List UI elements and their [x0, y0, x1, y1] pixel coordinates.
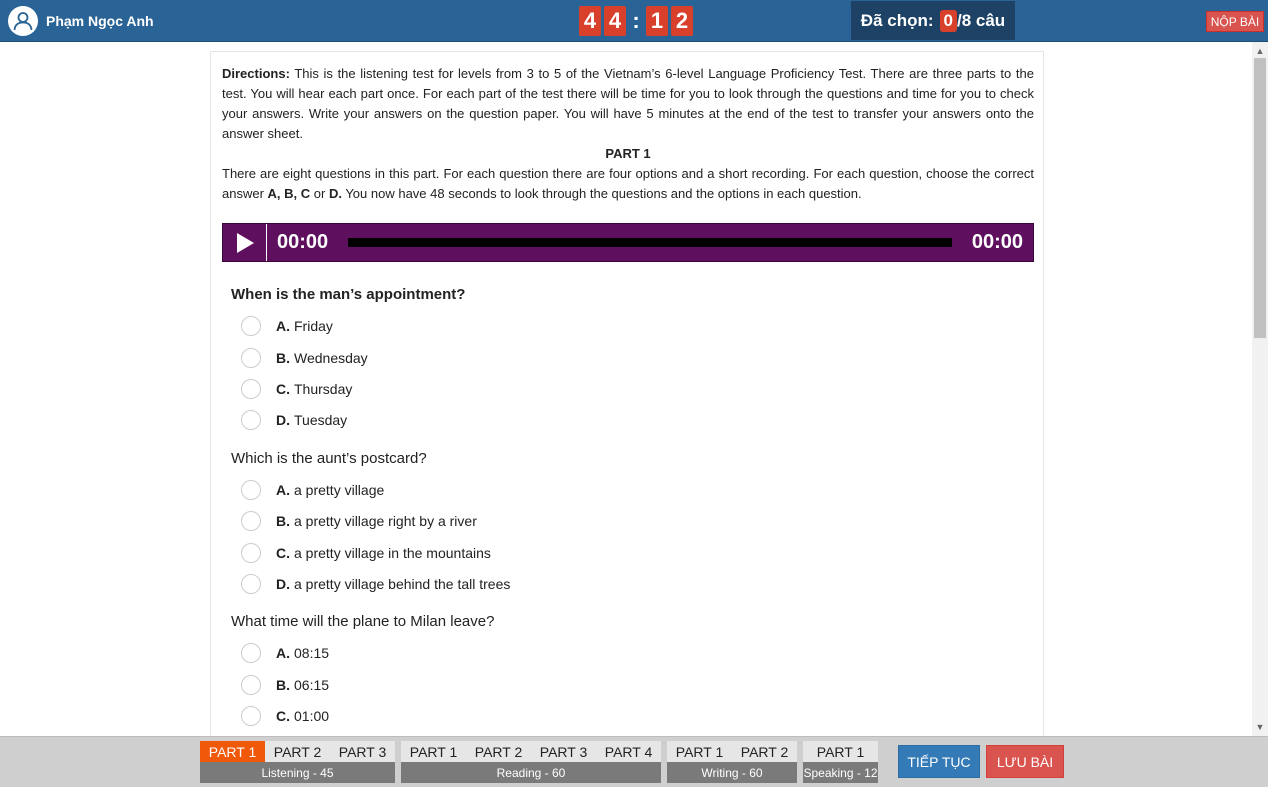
submit-button[interactable]: NỘP BÀI: [1206, 11, 1264, 32]
answer-option[interactable]: [241, 543, 491, 563]
answered-label: Đã chọn:: [860, 10, 934, 30]
part-options-abc: A, B, C: [267, 186, 311, 201]
tab-reading-part-2[interactable]: PART 2: [466, 741, 531, 762]
answer-option[interactable]: [241, 675, 329, 695]
scroll-down-icon[interactable]: ▼: [1255, 722, 1265, 732]
tab-listening-part-3[interactable]: PART 3: [330, 741, 395, 762]
part-instructions-text: There are eight questions in this part. For each question there are four options and a short recording. For each question, choose the correct answer: [222, 166, 1034, 201]
scroll-up-icon[interactable]: ▲: [1255, 46, 1265, 56]
answer-option[interactable]: [241, 348, 368, 368]
question-text: Which is the aunt’s postcard?: [231, 450, 427, 467]
part-title: PART 1: [605, 146, 651, 161]
radio-button[interactable]: [241, 706, 261, 726]
timer-separator: :: [632, 8, 640, 33]
option-letter: A.: [276, 645, 290, 661]
tab-writing-part-1[interactable]: PART 1: [667, 741, 732, 762]
option-text: 08:15: [294, 645, 330, 661]
answered-counter: [851, 1, 1015, 40]
radio-button[interactable]: [241, 511, 261, 531]
countdown-timer: [579, 6, 696, 36]
option-text: a pretty village: [294, 482, 385, 498]
answer-option[interactable]: [241, 706, 329, 726]
answer-option[interactable]: [241, 574, 510, 594]
tab-reading-part-1[interactable]: PART 1: [401, 741, 466, 762]
audio-player: [222, 223, 1034, 262]
top-bar: [0, 0, 1268, 42]
answer-option[interactable]: [241, 511, 477, 531]
play-icon: [235, 232, 255, 254]
option-text: a pretty village right by a river: [294, 513, 477, 529]
directions-paragraph: [222, 64, 1034, 144]
timer-digit: 4: [604, 6, 626, 36]
listening-group: [200, 741, 395, 783]
option-text: Wednesday: [294, 350, 368, 366]
option-text: Thursday: [294, 381, 353, 397]
option-letter: A.: [276, 318, 290, 334]
radio-button[interactable]: [241, 643, 261, 663]
option-letter: B.: [276, 350, 290, 366]
part-options-d: D.: [328, 186, 342, 201]
answer-option[interactable]: [241, 480, 384, 500]
option-text: Friday: [294, 318, 333, 334]
tab-reading-part-3[interactable]: PART 3: [531, 741, 596, 762]
reading-label: Reading - 60: [401, 762, 661, 783]
user-avatar-icon: [8, 6, 38, 36]
radio-button[interactable]: [241, 675, 261, 695]
question-text: When is the man’s appointment?: [231, 286, 466, 303]
speaking-group: [803, 741, 878, 783]
play-button[interactable]: [223, 224, 267, 261]
timer-digit: 4: [579, 6, 601, 36]
part-instructions: [222, 164, 1034, 204]
scrollbar-thumb[interactable]: [1254, 58, 1266, 338]
writing-group: [667, 741, 797, 783]
part-instructions-text-2: You now have 48 seconds to look through the questions and the options in each question.: [341, 186, 862, 201]
answered-total: /8 câu: [957, 10, 1006, 30]
bottom-navigation: [0, 736, 1268, 787]
radio-button[interactable]: [241, 543, 261, 563]
tab-writing-part-2[interactable]: PART 2: [732, 741, 797, 762]
radio-button[interactable]: [241, 574, 261, 594]
tab-speaking-part-1[interactable]: PART 1: [803, 741, 878, 762]
audio-current-time: 00:00: [277, 231, 329, 253]
directions: [222, 64, 1034, 204]
tab-reading-part-4[interactable]: PART 4: [596, 741, 661, 762]
answer-option[interactable]: [241, 379, 352, 399]
next-button[interactable]: TIẾP TỤC: [898, 745, 980, 778]
option-letter: D.: [276, 412, 290, 428]
radio-button[interactable]: [241, 348, 261, 368]
user-name: Phạm Ngọc Anh: [46, 13, 154, 29]
audio-duration: 00:00: [971, 231, 1023, 253]
option-text: Tuesday: [294, 412, 348, 428]
answer-option[interactable]: [241, 410, 347, 430]
user-info: [8, 6, 154, 36]
listening-label: Listening - 45: [200, 762, 395, 783]
test-panel: [210, 51, 1044, 736]
option-text: a pretty village in the mountains: [294, 545, 491, 561]
save-button[interactable]: LƯU BÀI: [986, 745, 1064, 778]
option-letter: C.: [276, 708, 290, 724]
answer-option[interactable]: [241, 316, 333, 336]
reading-group: [401, 741, 661, 783]
option-letter: B.: [276, 677, 290, 693]
directions-text: This is the listening test for levels from 3 to 5 of the Vietnam’s 6-level Language Proficiency Test. There are three parts to the test. You will hear each part once. For each part of the test there will be time for you to look through the questions and time for you to check your answers. Write your answers on the question paper. You will have 5 minutes at the end of the test to transfer your answers onto the answer sheet.: [222, 66, 1034, 141]
timer-digit: 1: [646, 6, 668, 36]
writing-label: Writing - 60: [667, 762, 797, 783]
option-letter: A.: [276, 482, 290, 498]
timer-digit: 2: [671, 6, 693, 36]
option-text: 06:15: [294, 677, 330, 693]
radio-button[interactable]: [241, 480, 261, 500]
content-area: [0, 42, 1268, 736]
option-letter: C.: [276, 545, 290, 561]
answer-option[interactable]: [241, 643, 329, 663]
radio-button[interactable]: [241, 410, 261, 430]
option-letter: D.: [276, 576, 290, 592]
directions-label: Directions:: [222, 66, 290, 81]
tab-listening-part-1[interactable]: PART 1: [200, 741, 265, 762]
answered-count-badge: 0: [940, 10, 957, 32]
tab-listening-part-2[interactable]: PART 2: [265, 741, 330, 762]
option-letter: C.: [276, 381, 290, 397]
question-text: What time will the plane to Milan leave?: [231, 613, 495, 630]
vertical-scrollbar[interactable]: [1252, 42, 1268, 736]
speaking-label: Speaking - 12: [803, 762, 878, 783]
radio-button[interactable]: [241, 379, 261, 399]
radio-button[interactable]: [241, 316, 261, 336]
option-text: a pretty village behind the tall trees: [294, 576, 511, 592]
audio-progress-track[interactable]: [348, 238, 952, 247]
part-instructions-or: or: [310, 186, 329, 201]
option-text: 01:00: [294, 708, 330, 724]
option-letter: B.: [276, 513, 290, 529]
